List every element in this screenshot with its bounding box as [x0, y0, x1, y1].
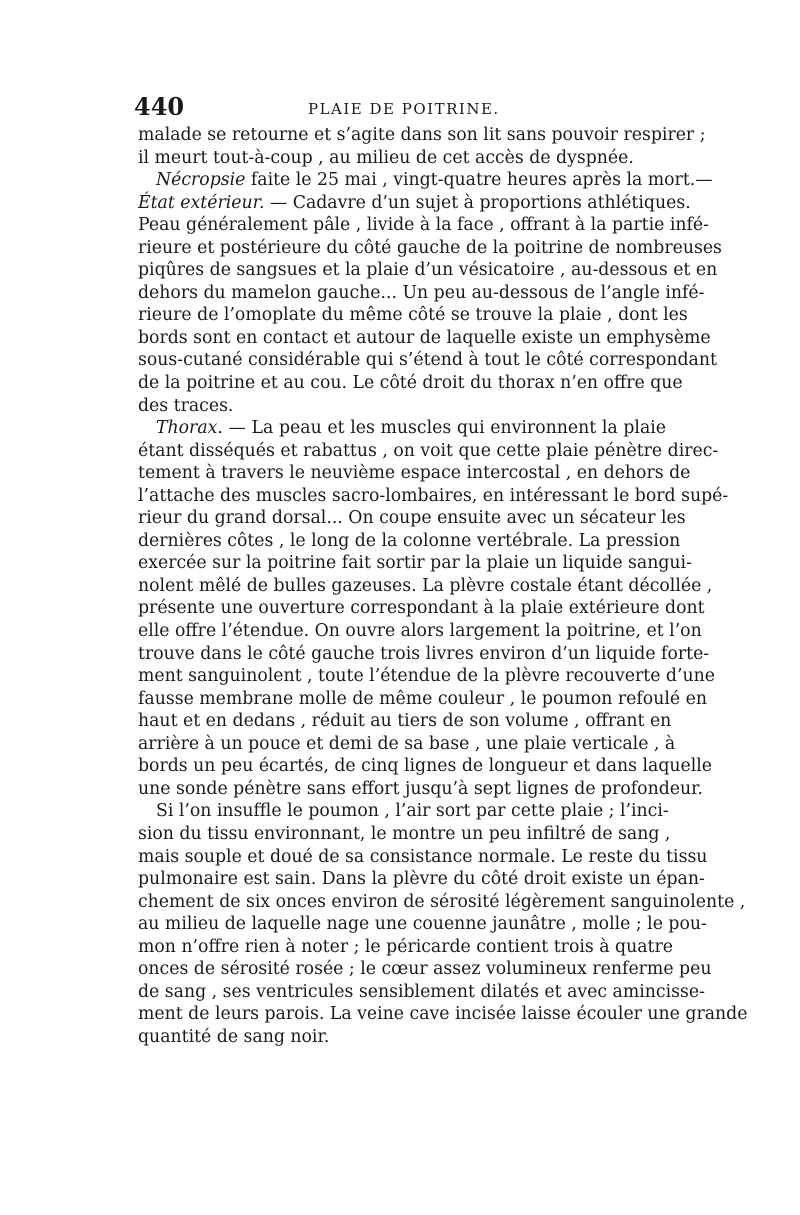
text-line: [138, 1026, 666, 1049]
book-page: [134, 92, 748, 1048]
text-line: [138, 891, 746, 914]
text-segment: quantité de sang noir.: [138, 1026, 330, 1047]
text-segment: rieure de l’omoplate du même côté se trouve la plaie , dont les: [138, 305, 688, 326]
paragraph: [138, 169, 722, 417]
text-line: [138, 868, 705, 891]
text-segment: l’attache des muscles sacro-lombaires, en intéressant le bord supé-: [138, 485, 729, 506]
text-line: [138, 304, 688, 327]
text-line: [138, 327, 711, 350]
text-line: [138, 485, 729, 508]
text-line: [138, 349, 717, 372]
text-segment: trouve dans le côté gauche trois livres environ d’un liquide forte-: [138, 643, 710, 664]
text-segment: bords sont en contact et autour de laquelle existe un emphysème: [138, 327, 711, 348]
text-line: [138, 597, 705, 620]
running-title: PLAIE DE POITRINE.: [308, 100, 500, 118]
text-line: [138, 981, 705, 1004]
text-segment: tement à travers le neuvième espace intercostal , en dehors de: [138, 463, 691, 484]
text-line: [138, 733, 676, 756]
text-line: [138, 778, 703, 801]
text-segment: piqûres de sangsues et la plaie d’un vésicatoire , au-dessous et en: [138, 260, 718, 281]
paragraph: [138, 124, 706, 169]
italic-heading: État extérieur.: [138, 192, 265, 213]
text-segment: bords un peu écartés, de cinq lignes de longueur et dans laquelle: [138, 756, 713, 777]
text-segment: de la poitrine et au cou. Le côté droit du thorax n’en offre que: [138, 373, 683, 394]
text-segment: malade se retourne et s’agite dans son lit sans pouvoir respirer ;: [138, 125, 706, 145]
text-line: [138, 823, 671, 846]
text-segment: faite le 25 mai , vingt-quatre heures après la mort.—: [245, 170, 713, 191]
page-number: 440: [134, 92, 185, 121]
text-line: [138, 259, 718, 282]
text-segment: présente une ouverture correspondant à la plaie extérieure dont: [138, 598, 705, 619]
text-segment: elle offre l’étendue. On ouvre alors largement la poitrine, et l’on: [138, 621, 702, 642]
text-segment: sous-cutané considérable qui s’étend à tout le côté correspondant: [138, 350, 717, 371]
text-line: [138, 124, 706, 147]
text-line: [138, 169, 713, 192]
text-segment: ment sanguinolent , toute l’étendue de la plèvre recouverte d’une: [138, 666, 715, 687]
text-segment: mais souple et doué de sa consistance normale. Le reste du tissu: [138, 846, 708, 867]
text-segment: des traces.: [138, 395, 234, 416]
italic-heading: Thorax.: [156, 418, 223, 439]
text-segment: — Cadavre d’un sujet à proportions athlétiques.: [264, 192, 691, 213]
text-line: [138, 800, 669, 823]
text-segment: — La peau et les muscles qui environnent la plaie: [222, 418, 666, 439]
text-segment: mon n’offre rien à noter ; le péricarde contient trois à quatre: [138, 936, 673, 957]
text-segment: fausse membrane molle de même couleur , le poumon refoulé en: [138, 688, 707, 709]
text-line: [138, 665, 715, 688]
text-segment: ment de leurs parois. La veine cave incisée laisse écouler une grande: [138, 1004, 748, 1025]
text-segment: étant disséqués et rabattus , on voit que cette plaie pénètre direc-: [138, 440, 719, 461]
text-segment: sion du tissu environnant, le montre un peu infiltré de sang ,: [138, 823, 671, 844]
paragraph: [138, 800, 748, 1048]
text-line: [138, 395, 666, 418]
text-segment: nolent mêlé de bulles gazeuses. La plèvre costale étant décollée ,: [138, 575, 713, 596]
text-line: [138, 958, 712, 981]
text-segment: au milieu de laquelle nage une couenne jaunâtre , molle ; le pou-: [138, 914, 707, 935]
text-line: [138, 846, 708, 869]
text-line: [138, 440, 719, 463]
text-line: [138, 1003, 748, 1026]
text-line: [138, 372, 683, 395]
text-segment: dernières côtes , le long de la colonne vertébrale. La pression: [138, 530, 681, 551]
text-line: [138, 214, 709, 237]
body-text: [138, 124, 748, 1048]
text-line: [138, 462, 691, 485]
text-line: [138, 192, 691, 215]
text-line: [138, 417, 666, 440]
text-segment: une sonde pénètre sans effort jusqu’à sept lignes de profondeur.: [138, 778, 703, 799]
text-line: [138, 643, 710, 666]
italic-heading: Nécropsie: [156, 170, 246, 191]
text-line: [138, 575, 713, 598]
text-line: [138, 147, 666, 170]
text-segment: arrière à un pouce et demi de sa base , une plaie verticale , à: [138, 733, 676, 754]
text-line: [138, 936, 673, 959]
page-header: [134, 92, 668, 124]
text-segment: dehors du mamelon gauche... Un peu au-dessous de l’angle infé-: [138, 282, 705, 303]
text-segment: de sang , ses ventricules sensiblement dilatés et avec amincisse-: [138, 981, 705, 1002]
text-line: [138, 530, 681, 553]
text-line: [138, 688, 707, 711]
text-segment: rieure et postérieure du côté gauche de la poitrine de nombreuses: [138, 237, 722, 258]
text-segment: Peau généralement pâle , livide à la face , offrant à la partie infé-: [138, 215, 709, 236]
text-line: [138, 913, 707, 936]
text-segment: onces de sérosité rosée ; le cœur assez volumineux renferme peu: [138, 959, 712, 980]
text-segment: exercée sur la poitrine fait sortir par la plaie un liquide sangui-: [138, 553, 692, 574]
text-segment: rieur du grand dorsal... On coupe ensuite avec un sécateur les: [138, 508, 686, 529]
text-segment: pulmonaire est sain. Dans la plèvre du côté droit existe un épan-: [138, 869, 705, 890]
text-line: [138, 282, 705, 305]
text-line: [138, 507, 686, 530]
text-line: [138, 710, 672, 733]
text-line: [138, 237, 722, 260]
text-line: [138, 755, 713, 778]
paragraph: [138, 417, 729, 800]
text-segment: il meurt tout-à-coup , au milieu de cet accès de dyspnée.: [138, 147, 634, 168]
text-segment: Si l’on insuffle le poumon , l’air sort par cette plaie ; l’inci-: [156, 801, 669, 822]
text-segment: chement de six onces environ de sérosité légèrement sanguinolente ,: [138, 891, 746, 912]
text-line: [138, 620, 702, 643]
text-segment: haut et en dedans , réduit au tiers de son volume , offrant en: [138, 711, 672, 732]
text-line: [138, 552, 692, 575]
